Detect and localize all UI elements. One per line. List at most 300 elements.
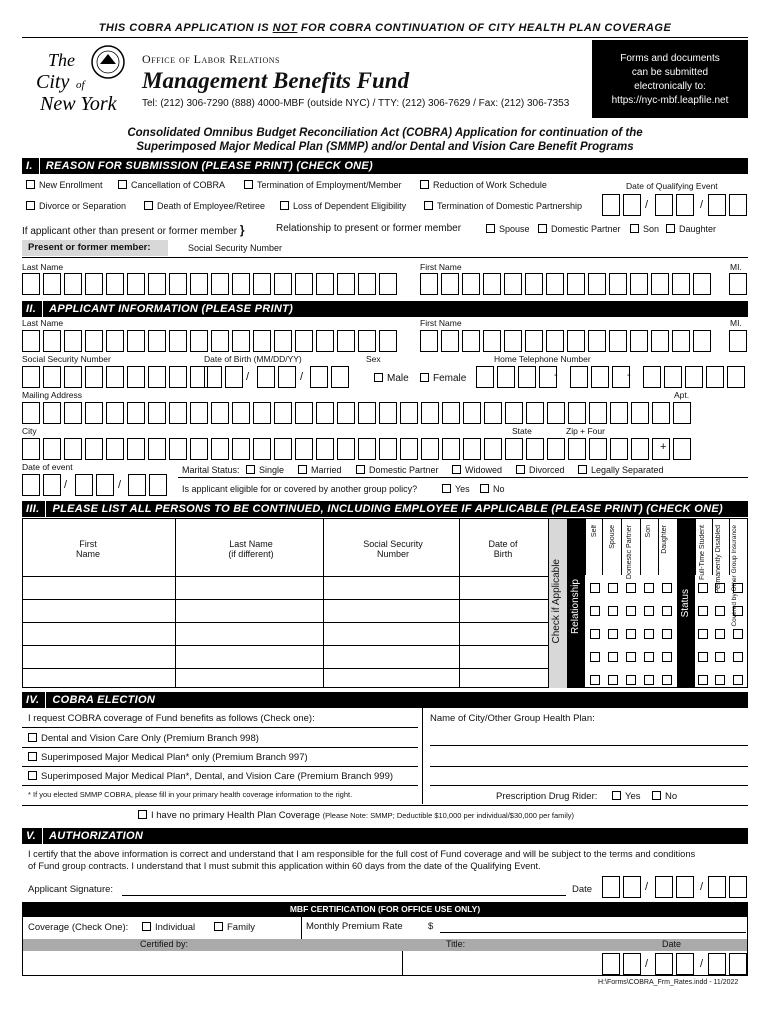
checkbox: [280, 201, 289, 210]
char-box[interactable]: [211, 438, 229, 460]
char-box[interactable]: [358, 402, 376, 424]
char-box[interactable]: [570, 366, 588, 388]
char-box[interactable]: [85, 366, 103, 388]
person-checkbox[interactable]: [733, 606, 743, 616]
char-box[interactable]: [169, 438, 187, 460]
char-box[interactable]: [127, 273, 145, 295]
char-box[interactable]: [685, 366, 703, 388]
checkbox: [666, 224, 675, 233]
char-box[interactable]: [567, 273, 585, 295]
present-member-label: Present or former member:: [22, 240, 168, 256]
checkbox: [480, 484, 489, 493]
char-box[interactable]: [148, 330, 166, 352]
char-box[interactable]: [190, 438, 208, 460]
char-box[interactable]: [547, 438, 565, 460]
char-box[interactable]: [43, 402, 61, 424]
office-name: Office of Labor Relations: [142, 52, 280, 66]
char-box[interactable]: [441, 330, 459, 352]
checkbox: [424, 201, 433, 210]
char-box[interactable]: [64, 438, 82, 460]
person-checkbox[interactable]: [608, 652, 618, 662]
char-box[interactable]: [664, 366, 682, 388]
char-box[interactable]: [106, 438, 124, 460]
checkbox: [118, 180, 127, 189]
loss-dependent-option[interactable]: Loss of Dependent Eligibility: [280, 201, 406, 211]
relationship-label: Relationship to present or former member: [276, 223, 462, 234]
applicant-first-name-input[interactable]: [420, 330, 714, 352]
checkbox: [356, 465, 365, 474]
char-box[interactable]: [379, 438, 397, 460]
char-box[interactable]: [568, 438, 586, 460]
checkbox: [452, 465, 461, 474]
char-box[interactable]: [85, 273, 103, 295]
char-box[interactable]: [379, 273, 397, 295]
city-input[interactable]: [22, 438, 694, 460]
applicant-ssn-input[interactable]: [22, 366, 211, 388]
signature-input[interactable]: [122, 878, 566, 895]
char-box[interactable]: [651, 330, 669, 352]
checkbox: [28, 752, 37, 761]
cancellation-option[interactable]: Cancellation of COBRA: [118, 180, 225, 190]
char-box[interactable]: [337, 273, 355, 295]
char-box[interactable]: [672, 330, 690, 352]
char-box[interactable]: [589, 438, 607, 460]
person-checkbox[interactable]: [715, 629, 725, 639]
person-checkbox[interactable]: [662, 606, 672, 616]
char-box[interactable]: [337, 402, 355, 424]
person-checkbox[interactable]: [733, 629, 743, 639]
divorced-option[interactable]: Divorced: [516, 465, 565, 475]
char-box[interactable]: [85, 438, 103, 460]
submission-info-box: Forms and documents can be submitted electronically to: https://nyc-mbf.leapfile.net: [592, 40, 748, 118]
char-box[interactable]: [274, 273, 292, 295]
person-checkbox[interactable]: [626, 629, 636, 639]
char-box[interactable]: [295, 438, 313, 460]
certification-text: I certify that the above information is correct and understand that I am responsible for the full cost of Fund coverage and will be subject to the terms and conditions of Fund group contracts. I understand that I must submit this application within 60 days from the date of the Qualifying Event.: [28, 849, 696, 871]
char-box[interactable]: [337, 330, 355, 352]
char-box[interactable]: [127, 438, 145, 460]
dob-input[interactable]: [204, 366, 352, 388]
state-label: State: [512, 426, 532, 436]
person-checkbox[interactable]: [644, 583, 654, 593]
char-box[interactable]: [693, 273, 711, 295]
char-box[interactable]: [295, 273, 313, 295]
char-box[interactable]: [630, 330, 648, 352]
char-box[interactable]: [420, 273, 438, 295]
person-checkbox[interactable]: [608, 606, 618, 616]
char-box[interactable]: [505, 402, 523, 424]
signature-label: Applicant Signature:: [28, 884, 114, 895]
char-box[interactable]: [400, 438, 418, 460]
person-checkbox[interactable]: [590, 675, 600, 685]
smmp-footnote: * If you elected SMMP COBRA, please fill in your primary health coverage information to the right.: [28, 790, 353, 799]
qualifying-date-input[interactable]: [602, 194, 750, 216]
char-box[interactable]: [127, 330, 145, 352]
char-box[interactable]: [567, 330, 585, 352]
contact-numbers: Tel: (212) 306-7290 (888) 4000-MBF (outside NYC) / TTY: (212) 306-7629 / Fax: (212) 306-7353: [142, 98, 570, 109]
rx-yes-option[interactable]: Yes: [612, 791, 641, 802]
char-box[interactable]: [316, 330, 334, 352]
char-box[interactable]: [441, 273, 459, 295]
spouse-option[interactable]: Spouse: [486, 224, 530, 234]
signature-date-input[interactable]: [602, 876, 750, 898]
checkbox: [26, 201, 35, 210]
person-checkbox[interactable]: [644, 629, 654, 639]
person-checkbox[interactable]: [662, 652, 672, 662]
char-box[interactable]: [148, 366, 166, 388]
char-box[interactable]: [546, 273, 564, 295]
smmp-only-option[interactable]: Superimposed Major Medical Plan* only (Premium Branch 997): [28, 752, 308, 763]
char-box[interactable]: [672, 273, 690, 295]
char-box[interactable]: [463, 402, 481, 424]
plan-name-label: Name of City/Other Group Health Plan:: [430, 713, 595, 724]
person-checkbox[interactable]: [733, 675, 743, 685]
person-checkbox[interactable]: [662, 675, 672, 685]
checkbox: [652, 791, 661, 800]
char-box[interactable]: [337, 438, 355, 460]
char-box[interactable]: [358, 330, 376, 352]
char-box[interactable]: [43, 273, 61, 295]
member-mi-label: MI.: [730, 262, 742, 272]
person-checkbox[interactable]: [733, 652, 743, 662]
person-checkbox[interactable]: [626, 652, 636, 662]
termination-employment-option[interactable]: Termination of Employment/Member: [244, 180, 402, 190]
person-checkbox[interactable]: [733, 583, 743, 593]
individual-option[interactable]: Individual: [142, 922, 195, 933]
person-checkbox[interactable]: [698, 629, 708, 639]
char-box[interactable]: [22, 366, 40, 388]
col-ssn: Social Security Number: [363, 539, 423, 559]
char-box[interactable]: [22, 438, 40, 460]
member-first-name-input[interactable]: [420, 273, 714, 295]
termination-partnership-option[interactable]: Termination of Domestic Partnership: [424, 201, 582, 211]
section-3-header: III. PLEASE LIST ALL PERSONS TO BE CONTINUED, INCLUDING EMPLOYEE IF APPLICABLE (PLEASE PRINT) (CHECK ONE): [22, 501, 748, 517]
person-checkbox[interactable]: [608, 675, 618, 685]
person-checkbox[interactable]: [590, 583, 600, 593]
char-box[interactable]: [148, 438, 166, 460]
char-box[interactable]: [609, 273, 627, 295]
person-checkbox[interactable]: [715, 652, 725, 662]
dental-vision-option[interactable]: Dental and Vision Care Only (Premium Branch 998): [28, 733, 259, 744]
char-box[interactable]: [400, 402, 418, 424]
certified-by-input[interactable]: [24, 951, 400, 975]
svg-text:of: of: [76, 79, 85, 91]
char-box[interactable]: [462, 273, 480, 295]
person-checkbox[interactable]: [590, 652, 600, 662]
char-box[interactable]: [253, 438, 271, 460]
char-box[interactable]: [211, 330, 229, 352]
section-2-header: II. APPLICANT INFORMATION (PLEASE PRINT): [22, 301, 748, 317]
office-title-label: Title:: [446, 939, 466, 949]
char-box[interactable]: [379, 402, 397, 424]
char-box[interactable]: [525, 330, 543, 352]
person-row[interactable]: [23, 622, 549, 645]
char-box[interactable]: [727, 366, 745, 388]
char-box[interactable]: [483, 273, 501, 295]
person-checkbox[interactable]: [590, 629, 600, 639]
widowed-option[interactable]: Widowed: [452, 465, 502, 475]
char-box[interactable]: [526, 402, 544, 424]
rel-son: Son: [645, 525, 652, 538]
person-checkbox[interactable]: [590, 606, 600, 616]
char-box[interactable]: [588, 273, 606, 295]
person-checkbox[interactable]: [662, 629, 672, 639]
person-checkbox[interactable]: [644, 606, 654, 616]
char-box[interactable]: [85, 402, 103, 424]
checkbox: [144, 201, 153, 210]
char-box[interactable]: [643, 366, 661, 388]
char-box[interactable]: [64, 402, 82, 424]
reduction-option[interactable]: Reduction of Work Schedule: [420, 180, 547, 190]
daughter-option[interactable]: Daughter: [666, 224, 716, 234]
char-box[interactable]: [525, 273, 543, 295]
member-mi-input[interactable]: [729, 273, 750, 295]
col-dob: Date of Birth: [488, 539, 518, 559]
checkbox: [420, 373, 429, 382]
person-checkbox[interactable]: [715, 675, 725, 685]
checkbox: [578, 465, 587, 474]
char-box[interactable]: [64, 273, 82, 295]
char-box[interactable]: [568, 402, 586, 424]
date-event-input[interactable]: [22, 474, 170, 496]
char-box[interactable]: [274, 330, 292, 352]
char-box[interactable]: [316, 438, 334, 460]
status-disabled: Permanently Disabled: [715, 525, 722, 594]
char-box[interactable]: [631, 402, 649, 424]
marital-label: Marital Status:: [182, 465, 240, 475]
person-row[interactable]: [23, 645, 549, 668]
married-option[interactable]: Married: [298, 465, 342, 475]
checkbox: [138, 810, 147, 819]
char-box[interactable]: [190, 330, 208, 352]
char-box[interactable]: [106, 330, 124, 352]
char-box[interactable]: [547, 402, 565, 424]
person-checkbox[interactable]: [608, 629, 618, 639]
office-date-input[interactable]: [602, 953, 750, 975]
person-checkbox[interactable]: [608, 583, 618, 593]
char-box[interactable]: [462, 330, 480, 352]
dob-label: Date of Birth (MM/DD/YY): [204, 354, 302, 364]
char-box[interactable]: [442, 438, 460, 460]
single-option[interactable]: Single: [246, 465, 284, 475]
family-option[interactable]: Family: [214, 922, 255, 933]
char-box[interactable]: [442, 402, 460, 424]
legally-separated-option[interactable]: Legally Separated: [578, 465, 664, 475]
col-last-name: Last Name (if different): [228, 539, 274, 559]
person-checkbox[interactable]: [698, 652, 708, 662]
person-checkbox[interactable]: [715, 583, 725, 593]
char-box[interactable]: [43, 330, 61, 352]
office-use-header: MBF CERTIFICATION (FOR OFFICE USE ONLY): [22, 902, 748, 916]
char-box[interactable]: [706, 366, 724, 388]
char-box[interactable]: [651, 273, 669, 295]
char-box[interactable]: [358, 273, 376, 295]
char-box[interactable]: [169, 273, 187, 295]
eligible-no-option[interactable]: No: [480, 484, 505, 494]
char-box[interactable]: [64, 330, 82, 352]
person-checkbox[interactable]: [698, 606, 708, 616]
status-col: Status: [677, 519, 695, 688]
char-box[interactable]: [476, 366, 494, 388]
smmp-dental-vision-option[interactable]: Superimposed Major Medical Plan*, Dental, and Vision Care (Premium Branch 999): [28, 771, 393, 782]
check-if-applicable-col: Check if Applicable: [549, 519, 567, 688]
person-checkbox[interactable]: [626, 606, 636, 616]
person-checkbox[interactable]: [662, 583, 672, 593]
applicant-last-name-input[interactable]: [22, 330, 400, 352]
male-option[interactable]: Male: [374, 373, 409, 384]
footer-filepath: H:\Forms\COBRA_Frm_Rates.indd - 11/2022: [598, 979, 739, 986]
char-box[interactable]: [589, 402, 607, 424]
char-box[interactable]: [631, 438, 649, 460]
char-box[interactable]: [316, 273, 334, 295]
char-box[interactable]: [211, 402, 229, 424]
form-title: Consolidated Omnibus Budget Reconciliation Act (COBRA) Application for continuation of the Superimposed Major Medical Plan (SMMP) and/or Dental and Vision Care Benefit Programs: [127, 127, 643, 153]
domestic-partner-status-option[interactable]: Domestic Partner: [356, 465, 439, 475]
char-box[interactable]: [22, 273, 40, 295]
char-box[interactable]: [190, 402, 208, 424]
char-box[interactable]: [588, 330, 606, 352]
checkbox: [244, 180, 253, 189]
char-box[interactable]: [518, 366, 536, 388]
char-box[interactable]: [505, 438, 523, 460]
char-box[interactable]: [274, 402, 292, 424]
char-box[interactable]: [295, 330, 313, 352]
char-box[interactable]: [610, 402, 628, 424]
office-title-input[interactable]: [402, 951, 600, 975]
char-box[interactable]: [546, 330, 564, 352]
char-box[interactable]: [127, 402, 145, 424]
char-box[interactable]: [504, 273, 522, 295]
person-checkbox[interactable]: [715, 606, 725, 616]
person-checkbox[interactable]: [698, 675, 708, 685]
nyc-logo: [30, 42, 130, 114]
applicant-first-name-label: First Name: [420, 318, 462, 328]
char-box[interactable]: [253, 273, 271, 295]
char-box[interactable]: [106, 402, 124, 424]
mailing-label: Mailing Address: [22, 390, 83, 400]
home-phone-label: Home Telephone Number: [494, 354, 591, 364]
person-checkbox[interactable]: [644, 652, 654, 662]
svg-text:New York: New York: [40, 93, 117, 114]
applicant-mi-label: MI.: [730, 318, 742, 328]
char-box[interactable]: [232, 273, 250, 295]
mailing-address-input[interactable]: [22, 402, 694, 424]
char-box[interactable]: [211, 273, 229, 295]
eligible-question: Is applicant eligible for or covered by another group policy?: [182, 484, 418, 494]
person-row[interactable]: [23, 668, 549, 691]
char-box[interactable]: [673, 402, 691, 424]
new-enrollment-option[interactable]: New Enrollment: [26, 180, 103, 190]
char-box[interactable]: [64, 366, 82, 388]
dollar-sign: $: [428, 921, 434, 932]
char-box[interactable]: [463, 438, 481, 460]
top-notice: THIS COBRA APPLICATION IS NOT FOR COBRA CONTINUATION OF CITY HEALTH PLAN COVERAGE: [22, 22, 748, 38]
char-box[interactable]: [148, 273, 166, 295]
char-box[interactable]: [693, 330, 711, 352]
char-box[interactable]: [358, 438, 376, 460]
char-box[interactable]: [295, 402, 313, 424]
rx-rider-label: Prescription Drug Rider:: [496, 791, 598, 802]
char-box[interactable]: [591, 366, 609, 388]
char-box[interactable]: [379, 330, 397, 352]
char-box[interactable]: [106, 273, 124, 295]
person-row[interactable]: [23, 599, 549, 622]
domestic-partner-option[interactable]: Domestic Partner: [538, 224, 621, 234]
home-phone-input[interactable]: [476, 366, 748, 388]
char-box[interactable]: [43, 438, 61, 460]
char-box[interactable]: [421, 402, 439, 424]
member-last-name-input[interactable]: [22, 273, 400, 295]
eligible-yes-option[interactable]: Yes: [442, 484, 470, 494]
char-box[interactable]: [22, 330, 40, 352]
checkbox: [246, 465, 255, 474]
char-box[interactable]: [483, 330, 501, 352]
char-box[interactable]: [85, 330, 103, 352]
person-checkbox[interactable]: [698, 583, 708, 593]
char-box[interactable]: [673, 438, 691, 460]
person-checkbox[interactable]: [626, 675, 636, 685]
char-box[interactable]: [484, 438, 502, 460]
person-checkbox[interactable]: [626, 583, 636, 593]
char-box[interactable]: [148, 402, 166, 424]
char-box[interactable]: [253, 330, 271, 352]
char-box[interactable]: [610, 438, 628, 460]
char-box[interactable]: [253, 402, 271, 424]
char-box[interactable]: [316, 402, 334, 424]
char-box[interactable]: [484, 402, 502, 424]
section-1-header: I. REASON FOR SUBMISSION (PLEASE PRINT) (CHECK ONE): [22, 158, 748, 174]
char-box[interactable]: [106, 366, 124, 388]
char-box[interactable]: [232, 402, 250, 424]
leapfile-link[interactable]: https://nyc-mbf.leapfile.net: [611, 95, 729, 106]
char-box[interactable]: [127, 366, 145, 388]
char-box[interactable]: [652, 402, 670, 424]
sex-label: Sex: [366, 354, 381, 364]
char-box[interactable]: [190, 273, 208, 295]
char-box[interactable]: [232, 438, 250, 460]
female-option[interactable]: Female: [420, 373, 466, 384]
person-row[interactable]: [23, 576, 549, 599]
char-box[interactable]: [609, 330, 627, 352]
char-box[interactable]: [169, 402, 187, 424]
char-box[interactable]: [497, 366, 515, 388]
status-other-insurance: Covered by Other Group Insurance: [731, 525, 738, 627]
char-box[interactable]: [169, 330, 187, 352]
char-box[interactable]: [420, 330, 438, 352]
char-box[interactable]: [43, 366, 61, 388]
divorce-option[interactable]: Divorce or Separation: [26, 201, 126, 211]
no-primary-option[interactable]: I have no primary Health Plan Coverage (Please Note: SMMP; Deductible $10,000 per individual/$30,000 per family): [138, 810, 574, 821]
char-box[interactable]: [232, 330, 250, 352]
char-box[interactable]: [504, 330, 522, 352]
char-box[interactable]: [274, 438, 292, 460]
status-student: Full-Time Student: [699, 525, 706, 580]
checkbox: [214, 922, 223, 931]
rx-no-option[interactable]: No: [652, 791, 677, 802]
char-box[interactable]: [630, 273, 648, 295]
fund-name: Management Benefits Fund: [142, 68, 410, 93]
applicant-mi-input[interactable]: [729, 330, 750, 352]
son-option[interactable]: Son: [630, 224, 659, 234]
death-option[interactable]: Death of Employee/Retiree: [144, 201, 265, 211]
checkbox: [28, 771, 37, 780]
certified-by-label: Certified by:: [140, 939, 189, 949]
char-box[interactable]: [169, 366, 187, 388]
person-checkbox[interactable]: [644, 675, 654, 685]
char-box[interactable]: [22, 402, 40, 424]
char-box[interactable]: [526, 438, 544, 460]
char-box[interactable]: [421, 438, 439, 460]
